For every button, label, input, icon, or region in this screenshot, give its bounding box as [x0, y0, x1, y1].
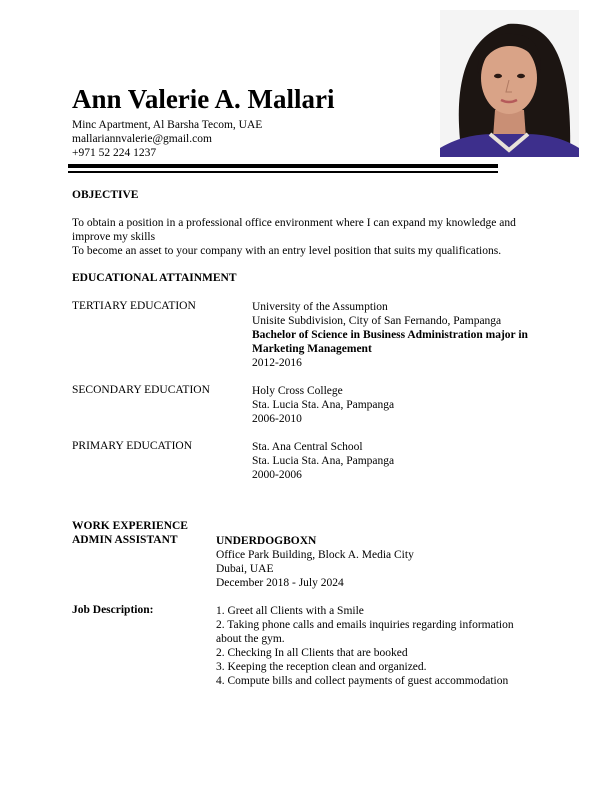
- work-address-1: Office Park Building, Block A. Media City: [216, 549, 414, 561]
- email: mallariannvalerie@gmail.com: [72, 133, 212, 145]
- secondary-address: Sta. Lucia Sta. Ana, Pampanga: [252, 399, 395, 411]
- primary-years: 2000-2006: [252, 469, 302, 481]
- header-divider-thick: [68, 164, 498, 168]
- objective-heading: OBJECTIVE: [72, 189, 139, 201]
- duty-item: 2. Checking In all Clients that are booked: [216, 647, 408, 659]
- tertiary-address: Unisite Subdivision, City of San Fernando, Pampanga: [252, 315, 502, 327]
- job-duties: [216, 604, 531, 688]
- work-dates: December 2018 - July 2024: [216, 577, 344, 589]
- duty-item: 1. Greet all Clients with a Smile: [216, 605, 364, 617]
- duty-item: 3. Keeping the reception clean and organized.: [216, 661, 427, 673]
- phone: +971 52 224 1237: [72, 147, 157, 159]
- objective-line-2: To become an asset to your company with an entry level position that suits my qualifications.: [72, 245, 502, 257]
- primary-label: PRIMARY EDUCATION: [72, 440, 193, 452]
- primary-details: [252, 440, 552, 482]
- duty-item: 2. Taking phone calls and emails inquiries regarding information about the gym.: [216, 619, 514, 645]
- education-heading: EDUCATIONAL ATTAINMENT: [72, 272, 237, 284]
- work-details: [216, 534, 536, 590]
- primary-address: Sta. Lucia Sta. Ana, Pampanga: [252, 455, 395, 467]
- tertiary-degree: Bachelor of Science in Business Administration major in Marketing Management: [252, 329, 528, 355]
- work-address-2: Dubai, UAE: [216, 563, 274, 575]
- address: Minc Apartment, Al Barsha Tecom, UAE: [72, 119, 263, 131]
- tertiary-school: University of the Assumption: [252, 301, 388, 313]
- tertiary-label: TERTIARY EDUCATION: [72, 300, 196, 312]
- secondary-years: 2006-2010: [252, 413, 302, 425]
- work-company: UNDERDOGBOXN: [216, 535, 317, 547]
- tertiary-years: 2012-2016: [252, 357, 302, 369]
- job-description-label: Job Description:: [72, 604, 154, 616]
- duty-item: 4. Compute bills and collect payments of guest accommodation: [216, 675, 509, 687]
- tertiary-details: [252, 300, 552, 370]
- work-position: ADMIN ASSISTANT: [72, 534, 178, 546]
- applicant-name: Ann Valerie A. Mallari: [72, 84, 335, 114]
- secondary-details: [252, 384, 552, 426]
- work-heading: WORK EXPERIENCE: [72, 520, 188, 532]
- secondary-label: SECONDARY EDUCATION: [72, 384, 210, 396]
- profile-photo: [440, 10, 579, 157]
- secondary-school: Holy Cross College: [252, 385, 343, 397]
- header-divider-thin: [68, 171, 498, 173]
- objective-text: [72, 216, 542, 258]
- primary-school: Sta. Ana Central School: [252, 441, 363, 453]
- objective-line-1: To obtain a position in a professional office environment where I can expand my knowledge and improve my skills: [72, 217, 516, 243]
